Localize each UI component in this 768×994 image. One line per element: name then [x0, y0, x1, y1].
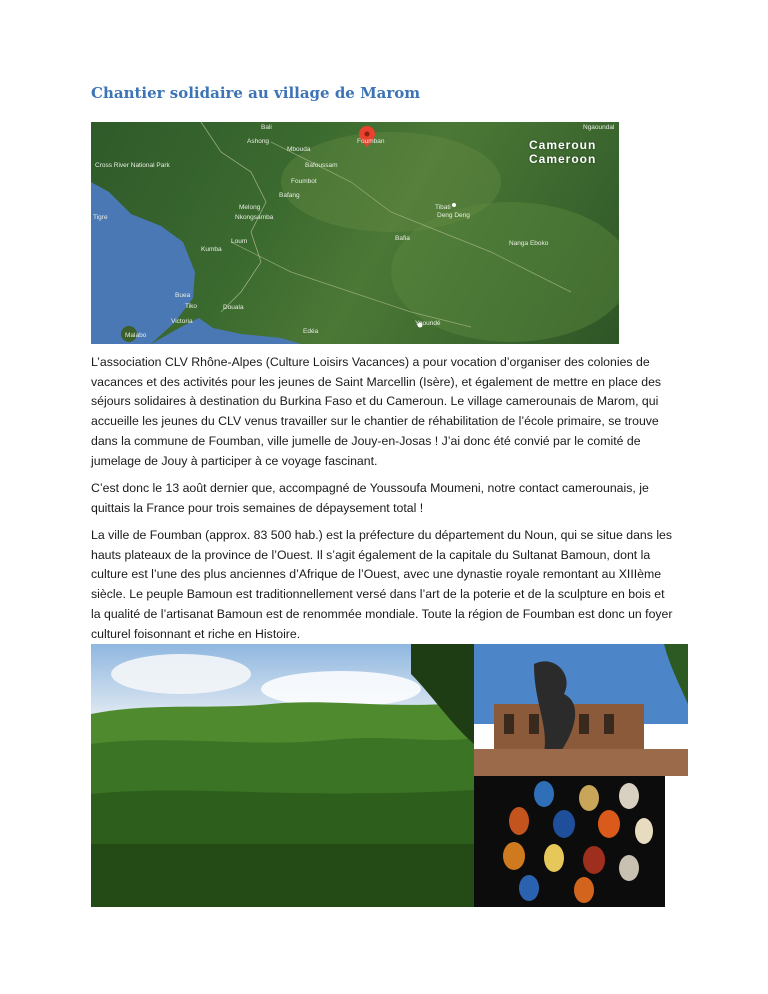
map-label: Kumba [201, 246, 222, 253]
map-label: Victoria [171, 318, 193, 325]
map-label: Buea [175, 292, 191, 299]
country-name-fr: Cameroun [529, 138, 597, 152]
map-label: Bafoussam [305, 162, 338, 169]
map-label: Yaoundé [415, 320, 441, 327]
map-label: Tiko [185, 303, 198, 310]
map-label: Tigre [93, 214, 108, 221]
country-name-en: Cameroon [529, 152, 597, 166]
map-label: Nanga Eboko [509, 240, 549, 247]
map-label: Malabo [125, 332, 147, 339]
masks-photo [474, 776, 665, 907]
map-label: Nkongsamba [235, 214, 274, 221]
map-image [91, 122, 619, 344]
map-label: Bafia [395, 235, 410, 242]
map-label: Mbouda [287, 146, 311, 153]
map-label: Loum [231, 238, 248, 245]
map-label: Bali [261, 124, 272, 131]
map-country-label [529, 138, 596, 166]
document-title: Chantier solidaire au village de Marom [91, 84, 421, 102]
map-label: Deng Deng [437, 212, 470, 219]
map-label: Ngaoundal [583, 124, 615, 131]
map-label: Tibati [435, 204, 451, 211]
map-label: Foumban [357, 138, 385, 145]
map-label: Douala [223, 304, 244, 311]
paragraph-foumban: La ville de Foumban (approx. 83 500 hab.) est la préfecture du département du Noun, qui se situe dans les hauts plateaux de la province de l’Ouest. Il s’agit également de la capitale du Sultanat Bamoun, dont la culture est l’une des plus anciennes d’Afrique de l’Ouest, avec une dynastie royale remontant au XIIIème siècle. Le peuple Bamoun est traditionnellement versé dans l’art de la poterie et de la sculpture en bois et la qualité de l’artisanat Bamoun est de renommée mondiale. Toute la région de Foumban est donc un foyer culturel foisonnant et riche en Histoire. [91, 528, 673, 641]
map-label: Foumbot [291, 178, 317, 185]
palace-statue-photo [474, 644, 688, 776]
map-label: Cross River National Park [95, 162, 170, 169]
map-label: Melong [239, 204, 261, 211]
landscape-photo [91, 644, 474, 907]
map-label: Bafang [279, 192, 300, 199]
map-label: Edéa [303, 328, 319, 335]
paragraph-intro: L’association CLV Rhône-Alpes (Culture Loisirs Vacances) a pour vocation d’organiser des colonies de vacances et des activités pour les jeunes de Saint Marcellin (Isère), et également de mettre en place des séjours solidaires à destination du Burkina Faso et du Cameroun. Le village camerounais de Marom, qui accueille les jeunes du CLV venus travailler sur le chantier de réhabilitation de l’école primaire, se trouve dans la commune de Foumban, ville jumelle de Jouy-en-Josas ! J’ai donc été convié par le comité de jumelage de Jouy à participer à ce voyage fascinant. [91, 355, 662, 468]
map-label: Ashong [247, 138, 270, 145]
paragraph-departure: C’est donc le 13 août dernier que, accompagné de Youssoufa Moumeni, notre contact camerounais, je quittais la France pour trois semaines de dépaysement total ! [91, 481, 649, 515]
